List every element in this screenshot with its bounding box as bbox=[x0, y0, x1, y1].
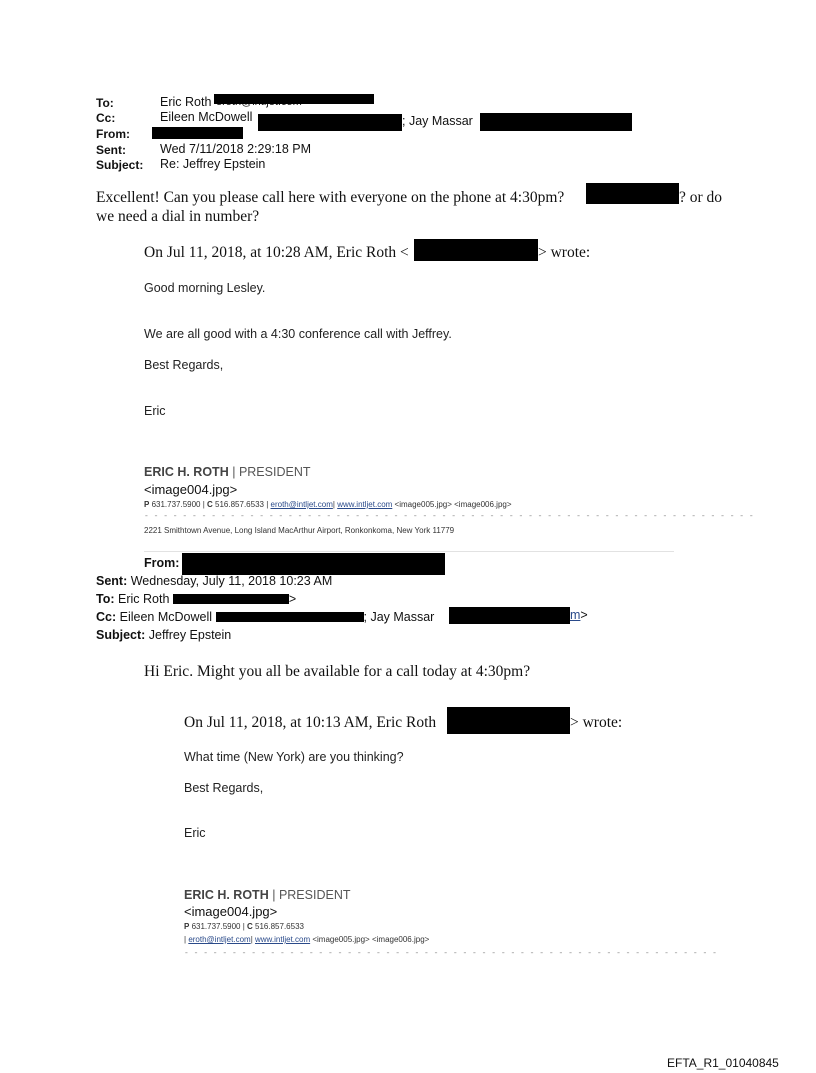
signature-contact-line bbox=[184, 922, 304, 931]
fwd-subject-value: Jeffrey Epstein bbox=[145, 628, 232, 642]
signature-separator: | bbox=[268, 888, 279, 902]
phone-label: P bbox=[184, 922, 190, 931]
regards-text: Best Regards, bbox=[144, 358, 224, 372]
sent-label: Sent: bbox=[96, 143, 126, 157]
phone-label: P bbox=[144, 500, 150, 509]
quote-intro-end: > wrote: bbox=[538, 244, 591, 261]
signature-image-names: <image005.jpg> <image006.jpg> bbox=[310, 935, 430, 944]
redaction-block bbox=[447, 707, 570, 734]
fwd-to-suffix: > bbox=[288, 592, 297, 606]
divider-line bbox=[144, 551, 674, 552]
message-text: We are all good with a 4:30 conference call with Jeffrey. bbox=[144, 327, 452, 341]
reply-line-1-end: ? or do bbox=[679, 189, 723, 206]
subject-label: Subject: bbox=[96, 158, 144, 172]
redaction-block bbox=[173, 594, 289, 604]
fwd-sent-value: Wednesday, July 11, 2018 10:23 AM bbox=[127, 574, 333, 588]
bates-number: EFTA_R1_01040845 bbox=[667, 1056, 779, 1070]
fwd-sent-line bbox=[96, 572, 332, 590]
signature-links-line bbox=[184, 935, 429, 944]
fwd-from-label: From: bbox=[144, 556, 180, 570]
signature-image-names: <image005.jpg> <image006.jpg> bbox=[392, 500, 512, 509]
greeting-text: Good morning Lesley. bbox=[144, 281, 266, 295]
fwd-cc-line bbox=[96, 608, 434, 626]
fwd-to-label: To: bbox=[96, 592, 115, 606]
cc-value-1: Eileen McDowell bbox=[160, 110, 253, 124]
cell-label: C bbox=[247, 922, 253, 931]
fwd-subject-line bbox=[96, 626, 231, 644]
signature-separator: | bbox=[228, 465, 239, 479]
redaction-block bbox=[216, 612, 364, 622]
signature-title: PRESIDENT bbox=[278, 888, 351, 902]
regards-text: Best Regards, bbox=[184, 781, 264, 795]
cc-value-2: ; Jay Massar bbox=[402, 114, 473, 128]
signature-address: 2221 Smithtown Avenue, Long Island MacArthur Airport, Ronkonkoma, New York 11779 bbox=[144, 526, 455, 535]
quote-intro: On Jul 11, 2018, at 10:28 AM, Eric Roth < bbox=[144, 244, 409, 261]
phone-number: 631.737.5900 | bbox=[149, 500, 208, 509]
redaction-block bbox=[214, 94, 374, 104]
reply-line-2: we need a dial in number? bbox=[96, 208, 260, 225]
signature-divider: - - - - - - - - - - - - - - - - - - - - - - - - - - - - - - - - - - - - - - - - - - - - - - - - - - - - - - - - bbox=[184, 949, 717, 958]
sent-value: Wed 7/11/2018 2:29:18 PM bbox=[160, 142, 312, 156]
signoff-name: Eric bbox=[144, 404, 166, 418]
redaction-block bbox=[414, 239, 538, 261]
subject-value: Re: Jeffrey Epstein bbox=[160, 157, 266, 171]
separator: | bbox=[332, 500, 338, 509]
fwd-sent-label: Sent: bbox=[96, 574, 128, 588]
signature-divider: - - - - - - - - - - - - - - - - - - - - - - - - - - - - - - - - - - - - - - - - - - - - - - - - - - - - - - - - - - - - - - - - bbox=[144, 512, 754, 521]
to-value: Eric Roth bbox=[160, 95, 212, 109]
signature-image-placeholder: <image004.jpg> bbox=[144, 482, 238, 497]
fwd-cc-link-fragment[interactable]: m bbox=[570, 608, 581, 622]
fwd-to-value: Eric Roth bbox=[114, 592, 173, 606]
cell-number: 516.857.6533 | bbox=[212, 500, 271, 509]
cell-number: 516.857.6533 bbox=[252, 922, 304, 931]
fwd-cc-value-2: ; Jay Massar bbox=[363, 610, 435, 624]
cell-label: C bbox=[207, 500, 213, 509]
fwd-cc-suffix bbox=[570, 608, 588, 622]
quote2-intro-end: > wrote: bbox=[570, 714, 623, 731]
separator: | bbox=[250, 935, 255, 944]
website-link[interactable]: www.intljet.com bbox=[337, 500, 393, 509]
separator: | bbox=[184, 935, 189, 944]
fwd-cc-label: Cc: bbox=[96, 610, 117, 624]
redaction-block bbox=[449, 607, 570, 624]
signature-image-placeholder: <image004.jpg> bbox=[184, 904, 278, 919]
from-label: From: bbox=[96, 127, 130, 141]
signoff-name: Eric bbox=[184, 826, 206, 840]
email-link[interactable]: eroth@intljet.com bbox=[270, 500, 333, 509]
website-link[interactable]: www.intljet.com bbox=[255, 935, 311, 944]
reply-line-1: Excellent! Can you please call here with everyone on the phone at 4:30pm? bbox=[96, 189, 565, 206]
signature-title: PRESIDENT bbox=[238, 465, 311, 479]
signature-contact-line bbox=[144, 500, 512, 509]
signature-name-line bbox=[144, 465, 310, 479]
fwd-to-line bbox=[96, 590, 296, 608]
redaction-block bbox=[586, 183, 679, 204]
redaction-block bbox=[152, 127, 243, 139]
signature-name-line bbox=[184, 888, 350, 902]
fwd-cc-close: > bbox=[580, 608, 588, 622]
question-text: What time (New York) are you thinking? bbox=[184, 750, 404, 764]
redaction-block bbox=[480, 113, 632, 131]
phone-number: 631.737.5900 | bbox=[189, 922, 248, 931]
signature-name: ERIC H. ROTH bbox=[184, 888, 269, 902]
cc-label: Cc: bbox=[96, 111, 116, 125]
forwarded-message: Hi Eric. Might you all be available for a call today at 4:30pm? bbox=[144, 663, 531, 680]
signature-name: ERIC H. ROTH bbox=[144, 465, 229, 479]
fwd-cc-value-1: Eileen McDowell bbox=[116, 610, 216, 624]
quote2-intro: On Jul 11, 2018, at 10:13 AM, Eric Roth bbox=[184, 714, 437, 731]
fwd-subject-label: Subject: bbox=[96, 628, 146, 642]
redaction-block bbox=[258, 114, 402, 131]
email-link[interactable]: eroth@intljet.com bbox=[188, 935, 251, 944]
to-label: To: bbox=[96, 96, 114, 110]
